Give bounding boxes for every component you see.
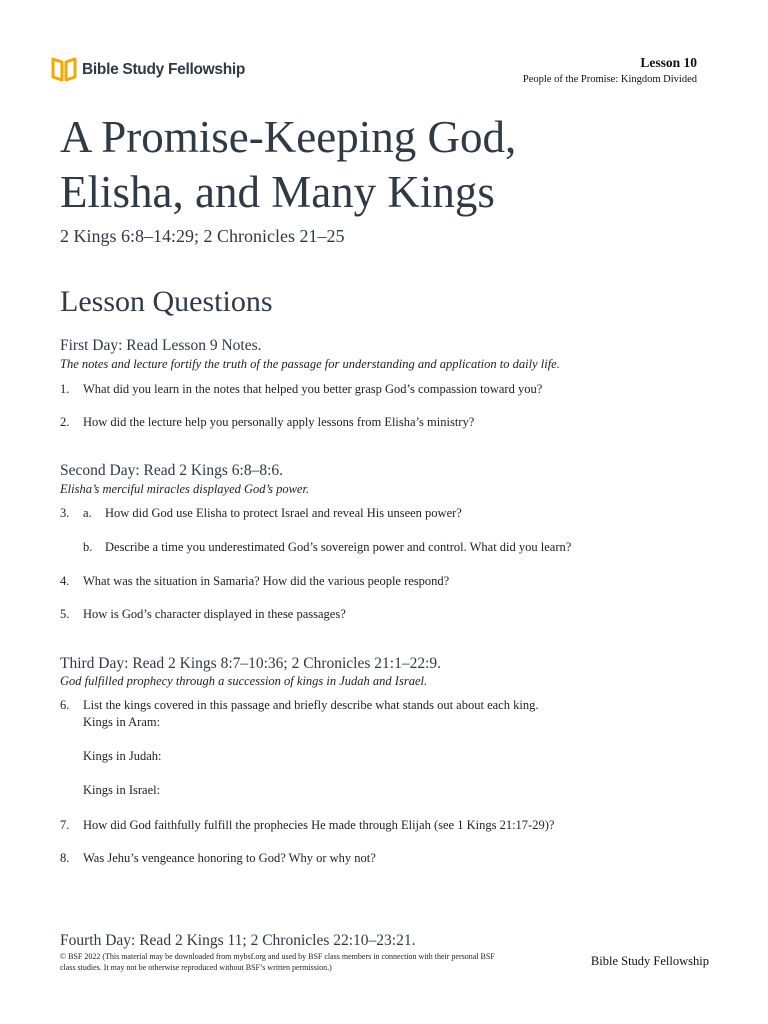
question-number: 6. bbox=[60, 698, 70, 712]
sub-question-label: a. bbox=[83, 506, 92, 520]
question-text: How did the lecture help you personally apply lessons from Elisha’s ministry? bbox=[83, 415, 475, 429]
lesson-meta bbox=[523, 55, 697, 85]
question-3a bbox=[60, 506, 462, 521]
question-text: How is God’s character displayed in these passages? bbox=[83, 607, 346, 621]
question-number: 2. bbox=[60, 415, 70, 429]
second-day-heading: Second Day: Read 2 Kings 6:8–8:6. bbox=[60, 462, 284, 479]
question-number: 3. bbox=[60, 506, 70, 520]
question-4 bbox=[60, 574, 449, 589]
question-text: What was the situation in Samaria? How did the various people respond? bbox=[83, 574, 450, 588]
question-1 bbox=[60, 382, 542, 397]
question-number: 7. bbox=[60, 818, 70, 832]
question-6 bbox=[60, 698, 538, 713]
kings-in-israel-label: Kings in Israel: bbox=[83, 783, 161, 797]
open-book-icon bbox=[51, 56, 77, 83]
question-number: 1. bbox=[60, 382, 70, 396]
title-line-1: A Promise-Keeping God, bbox=[60, 112, 517, 162]
scripture-reference: 2 Kings 6:8–14:29; 2 Chronicles 21–25 bbox=[60, 226, 345, 246]
kings-in-aram-label: Kings in Aram: bbox=[83, 715, 161, 729]
question-3b bbox=[60, 540, 571, 555]
question-8 bbox=[60, 851, 376, 866]
fourth-day-heading: Fourth Day: Read 2 Kings 11; 2 Chronicles 22:10–23:21. bbox=[60, 932, 416, 949]
lesson-number: Lesson 10 bbox=[640, 55, 697, 70]
question-5 bbox=[60, 607, 346, 622]
question-2 bbox=[60, 415, 474, 430]
question-text: List the kings covered in this passage and briefly describe what stands out about each king. bbox=[83, 698, 539, 712]
first-day-heading: First Day: Read Lesson 9 Notes. bbox=[60, 337, 262, 354]
footer-brand: Bible Study Fellowship bbox=[590, 954, 709, 968]
copyright-notice: © BSF 2022 (This material may be downloaded from mybsf.org and used by BSF class members in connection with their personal BSF class studies. It may not be otherwise reproduced without BSF’s written permission.) bbox=[60, 952, 495, 972]
question-number: 4. bbox=[60, 574, 70, 588]
series-title: People of the Promise: Kingdom Divided bbox=[522, 74, 697, 85]
title-line-2: Elisha, and Many Kings bbox=[60, 167, 495, 217]
question-number: 5. bbox=[60, 607, 70, 621]
sub-question-label: b. bbox=[83, 540, 93, 554]
third-day-intro: God fulfilled prophecy through a succession of kings in Judah and Israel. bbox=[60, 674, 428, 688]
logo-text: Bible Study Fellowship bbox=[82, 60, 246, 78]
bsf-logo bbox=[51, 56, 245, 83]
page-title bbox=[60, 110, 516, 220]
question-text: How did God use Elisha to protect Israel and reveal His unseen power? bbox=[105, 506, 462, 520]
question-number: 8. bbox=[60, 851, 70, 865]
question-text: Describe a time you underestimated God’s sovereign power and control. What did you learn? bbox=[105, 540, 572, 554]
question-text: What did you learn in the notes that helped you better grasp God’s compassion toward you? bbox=[83, 382, 543, 396]
kings-in-judah-label: Kings in Judah: bbox=[83, 749, 162, 763]
first-day-intro: The notes and lecture fortify the truth of the passage for understanding and application to daily life. bbox=[60, 357, 560, 371]
question-7 bbox=[60, 818, 554, 833]
third-day-heading: Third Day: Read 2 Kings 8:7–10:36; 2 Chronicles 21:1–22:9. bbox=[60, 655, 442, 672]
section-title: Lesson Questions bbox=[60, 285, 273, 318]
question-text: How did God faithfully fulfill the prophecies He made through Elijah (see 1 Kings 21:17-29)? bbox=[83, 818, 555, 832]
second-day-intro: Elisha’s merciful miracles displayed God’s power. bbox=[60, 482, 310, 496]
question-text: Was Jehu’s vengeance honoring to God? Why or why not? bbox=[83, 851, 376, 865]
